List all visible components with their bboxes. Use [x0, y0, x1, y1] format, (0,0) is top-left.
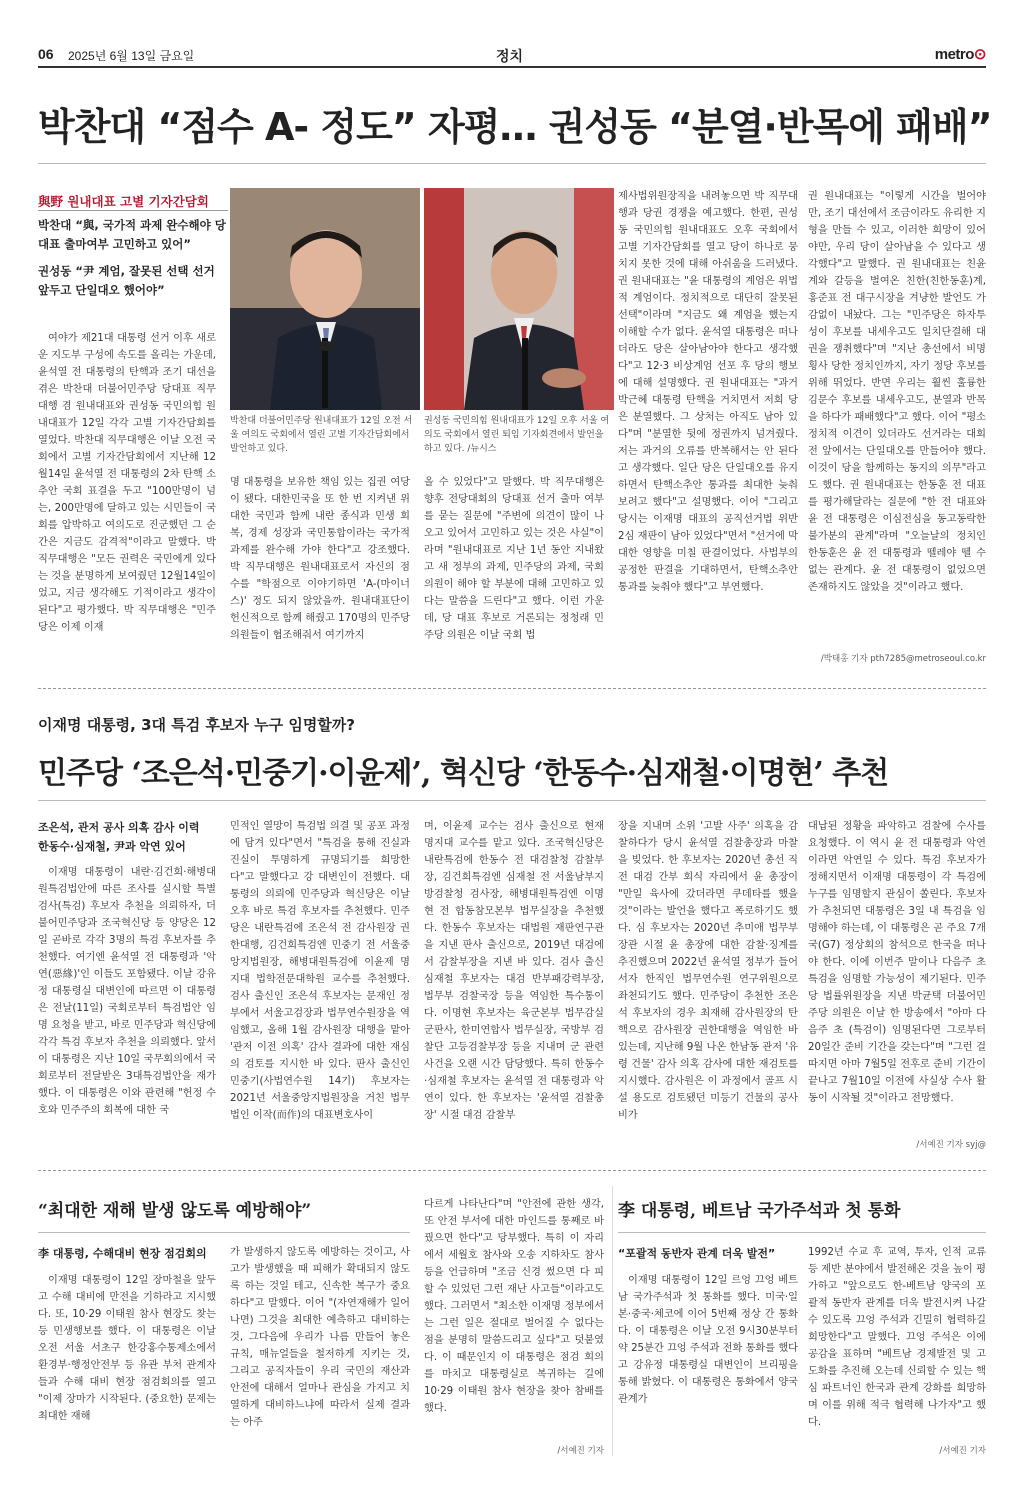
- kicker-underline: [38, 210, 228, 211]
- special-column-2: [230, 818, 410, 1154]
- section-name: 정치: [496, 48, 524, 64]
- page-header: [38, 40, 986, 68]
- special-column-4: [618, 818, 798, 1154]
- lead-column-4: [618, 188, 798, 666]
- disaster-column-1: [38, 1272, 216, 1452]
- special-column-2-text: 민적인 열망이 특검법 의결 및 공포 과정에 담겨 있다"면서 "특검을 통해 진실과 진실이 투명하게 규명되기를 희망한다"고 말했다고 강 대변인이 전했다. 대통령의 의뢰에 민주당과 혁신당은 이날 오후 바로 특검 후보자를 추천했다. 민주당은 내란특검에 조은석 전 감사원장 권한대행, 김건희특검엔 민중기 전 서울중앙지법원장, 해병대원특검에 이윤제 명지대 법학전문대학원 교수를 추천했다. 검사 출신인 조은석 후보자는 문재인 정부에서 서울고검장과 법무연수원장을 역임했고, 올해 1월 감사원장 대행을 맡아 '관저 이전 의혹' 감사 결과에 대한 재심의 검토를 지시한 바 있다. 판사 출신인 민중기(사법연수원 14기) 후보자는 2021년 서울중앙지법원장을 거친 법무법인 이작(而作)의 대표변호사이: [230, 821, 410, 1121]
- page-number: 06: [38, 46, 54, 62]
- vietnam-column-1-text: 이재명 대통령이 12일 르엉 끄엉 베트남 국가주석과 첫 통화를 했다. 미국·일본·중국·체코에 이어 5번째 정상 간 통화다. 이 대통령은 이날 오전 9시30분부터 약 25분간 끄엉 주석과 전화 통화를 했다고 강유정 대통령실 대변인이 브리핑을 통해 밝혔다. 이 대통령은 통화에서 양국 관계가: [618, 1275, 798, 1405]
- lead-column-2-text: 명 대통령을 보유한 책임 있는 집권 여당이 됐다. 대한민국을 또 한 번 지켜낸 위대한 국민과 함께 내란 종식과 민생 회복, 경제 성장과 국민통합이라는 국가적 과제를 완수해 가야 한다"고 강조했다. 박 직무대행은 원내대표로서 자신의 점수를 "학점으로 이야기하면 'A-(마이너스)' 정도 되지 않았을까. 원내대표단이 헌신적으로 함께 해줬고 170명의 민주당 의원들이 협조해줘서 여기까지: [230, 477, 410, 641]
- disaster-subhead: 李 대통령, 수해대비 현장 점검회의: [38, 1247, 207, 1260]
- lead-headline: 박찬대 “점수 A- 정도” 자평… 권성동 “분열·반목에 패배”: [38, 105, 992, 149]
- vietnam-headline-rule: [618, 1232, 986, 1233]
- special-headline-rule: [38, 800, 986, 801]
- lead-kicker: 與野 원내대표 고별 기자간담회: [38, 194, 209, 209]
- lead-column-1: [38, 330, 216, 666]
- disaster-column-1-text: 이재명 대통령이 12일 장마철을 앞두고 수해 대비에 만전을 기하라고 지시했다. 또, 10·29 이태원 참사 현장도 찾는 등 민생행보를 했다. 이 대통령은 이날 오전 서울 서초구 한강홍수통제소에서 환경부·행정안전부 등 유관 부처 관계자들과 수해 대비 현장 점검회의를 열고 "이제 장마가 시작된다. (중요한) 문제는 최대한 재해: [38, 1275, 216, 1422]
- lead-column-1-text: 여야가 제21대 대통령 선거 이후 새로운 지도부 구성에 속도를 올리는 가운데, 윤석열 전 대통령의 탄핵과 조기 대선을 겪은 박찬대 더불어민주당 당대표 직무대행 겸 원내대표와 권성동 국민의힘 원내대표가 12일 각각 고별 기자간담회를 열었다. 박찬대 직무대행은 이날 오전 국회에서 고별 기자간담회에서 지난해 12월14일 윤석열 전 대통령의 2차 탄핵 소추안 국회 표결을 두고 "100만명이 넘는, 200만명에 달하고 있는 시민들이 국회를 압박하고 여의도로 진군했던 그 순간은 지금도 감격적"이라고 말했다. 박 직무대행은 "모든 권력은 국민에게 있다는 것을 분명하게 보여줬던 12월14일이었고, 지금 생각해도 기적이라고 생각이 된다"고 평가했다. 박 직무대행은 "민주당은 이제 이재: [38, 333, 216, 633]
- disaster-column-2: [230, 1244, 410, 1452]
- special-column-1: [38, 864, 216, 1154]
- issue-date: 2025년 6월 13일 금요일: [68, 49, 195, 63]
- photo-park-chan-dae: [230, 188, 420, 410]
- disaster-column-3: [424, 1196, 604, 1444]
- special-subhead-1: 조은석, 관저 공사 의혹 감사 이력: [38, 821, 200, 834]
- special-column-1-text: 이재명 대통령이 내란·김건희·해병대원특검법안에 따른 조사를 실시할 특별검사(특검) 후보자 추천을 의뢰하자, 더불어민주당과 조국혁신당 등 양당은 12일 곧바로 각각 3명의 특검 후보자를 추천했다. 여기엔 윤석열 전 대통령과 '악연(惡緣)'인 이들도 포함됐다. 이날 강유정 대통령실 대변인에 따르면 이 대통령은 전날(11일) 국회로부터 특검법안 임명 요청을 받고, 바로 민주당과 혁신당에 각각 특검 후보자 추천을 의뢰했다. 앞서 이 대통령은 지난 10일 국무회의에서 국회로부터 전달받은 3대특검법안을 재가했다. 이 대통령은 이와 관련해 "헌정 수호와 민주주의 회복에 대한 국: [38, 867, 216, 1116]
- column-divider: [612, 1186, 613, 1456]
- photo-kweon-seong-dong: [424, 188, 614, 410]
- special-column-4-text: 장을 지내며 소위 '고발 사주' 의혹을 감찰하다가 당시 윤석열 검찰총장과 마찰을 빚었다. 한 후보자는 2020년 총선 직전 대검 간부 회식 자리에서 윤 총장이 "만일 육사에 갔더라면 쿠데타를 했을 것"이라는 발언을 했다고 폭로하기도 했다. 심 후보자는 2020년 추미애 법무부장관 시절 윤 총장에 대한 감찰·징계를 추진했으며 2022년 윤석열 정부가 들어서자 한직인 법무연수원 연구위원으로 좌천되기도 했다. 민주당이 추천한 조은석 후보자의 경우 최재해 감사원장의 탄핵으로 감사원장 권한대행을 역임한 바 있는데, 지난해 9월 나온 한남동 관저 '유령 건물' 감사 의혹 감사에 대한 재검토를 지시했다. 감사원은 이 과정에서 골프 시설 용도로 검토됐던 미등기 건물의 공사비가: [618, 821, 798, 1121]
- disaster-headline-rule: [38, 1232, 410, 1233]
- vietnam-column-2: [808, 1244, 986, 1442]
- lead-column-3-text: 올 수 있었다"고 말했다. 박 직무대행은 향후 전당대회의 당대표 선거 출마 여부를 묻는 질문에 "주변에 의견이 많이 나오고 있어서 고민하고 있는 것은 사실"이라며 "원내대표로 지난 1년 동안 지내왔고 새 정부의 과제, 민주당의 과제, 국회의원이 해야 할 부분에 대해 고민하고 있다는 말씀을 드린다"고 했다. 이런 가운데, 당 대표 후보로 거론되는 정청래 민주당 의원은 이날 국회 법: [424, 477, 604, 641]
- disaster-byline: /서예진 기자: [557, 1446, 604, 1456]
- vietnam-byline: /서예진 기자: [939, 1446, 986, 1456]
- special-subhead: [38, 818, 228, 856]
- special-column-5-text: 대납된 정황을 파악하고 검찰에 수사를 요청했다. 이 역시 윤 전 대통령과 악연이라면 악연일 수 있다. 특검 후보자가 정해지면서 이재명 대통령이 각 특검에 누구를 임명할지 관심이 쏠린다. 후보자가 추천되면 대통령은 3일 내 특검을 임명해야 하는데, 이 대통령은 곧 주요 7개국(G7) 정상회의 참석으로 한국을 떠나야 한다. 이에 이번주 말이나 다음주 초 특검을 임명할 가능성이 제기된다. 민주당 법률위원장을 지낸 박균택 더불어민주당 의원은 이날 한 방송에서 "아마 다음주 초 (특검이) 임명된다면 그로부터 20일간 준비 기간을 갖는다"며 "그런 걸 따지면 아마 7월5일 전후로 준비 기간이 끝나고 7월10일 이전에 사실상 수사 활동이 시작될 것"이라고 전망했다.: [808, 821, 986, 1104]
- photo-credit: /뉴시스: [467, 444, 497, 454]
- special-headline: 민주당 ‘조은석·민중기·이윤제’, 혁신당 ‘한동수·심재철·이명현’ 추천: [38, 756, 889, 791]
- logo-text: metro: [934, 46, 974, 63]
- portrait-illustration: [230, 188, 420, 410]
- photo-caption-1: 박찬대 더불어민주당 원내대표가 12일 오전 서울 여의도 국회에서 열린 고별 기자간담회에서 발언하고 있다.: [230, 416, 413, 454]
- lead-column-2: [230, 474, 410, 666]
- section-divider-1: [38, 688, 986, 689]
- lead-deck-2: 권성동 “尹 계엄, 잘못된 선택 선거 앞두고 단일대오 했어야”: [38, 264, 215, 297]
- special-column-5: [808, 818, 986, 1138]
- photo-caption-2-text: 권성동 국민의힘 원내대표가 12일 오후 서울 여의도 국회에서 열린 퇴임 기자회견에서 발언을 하고 있다.: [424, 416, 610, 454]
- lead-deck-1: 박찬대 “與, 국가적 과제 완수해야 당대표 출마여부 고민하고 있어”: [38, 218, 226, 251]
- special-column-3: [424, 818, 604, 1154]
- lead-column-5: [808, 188, 986, 652]
- lead-column-5-text: 권 원내대표는 "이렇게 시간을 벌어야만, 조기 대선에서 조금이라도 유리한 지형을 만들 수 있고, 이러한 희망이 있어야만, 우리 당이 살아남을 수 있다고 생각했다"고 말했다. 권 원내대표는 친윤계와 갈등을 벌여온 친한(친한동훈)계, 홍준표 전 대구시장을 겨냥한 발언도 가감없이 내놨다. 그는 "민주당은 하자투성이 후보를 내세우고도 일치단결해 대권을 쟁취했다"며 "지난 총선에서 비명횡사 당한 정치인까지, 자기 정당 후보를 위해 뛰었다. 반면 우리는 훨씬 훌륭한 김문수 후보를 내세우고도, 분열과 반목을 하다가 패배했다"고 했다. 이어 "평소 정치적 이견이 있더라도 선거라는 대회전 앞에서는 단일대오를 만들어야 했다. 이것이 당을 함께하는 동지의 의무"라고도 했다. 권 원내대표는 한동훈 전 대표를 평가해달라는 질문에 "한 전 대표와 윤 전 대통령은 이심전심을 동고동락한 불가분의 관계"라며 "오늘날의 정치인 한동훈은 윤 전 대통령과 뗄레야 뗄 수 없는 관계다. 윤 전 대통령이 없었으면 존재하지도 않았을 것"이라고 했다.: [808, 191, 986, 593]
- special-kicker: 이재명 대통령, 3대 특검 후보자 누구 임명할까?: [38, 716, 355, 734]
- lead-column-3: [424, 474, 604, 666]
- special-subhead-2: 한동수·심재철, 尹과 악연 있어: [38, 840, 186, 853]
- disaster-column-2-text: 가 발생하지 않도록 예방하는 것이고, 사고가 발생했을 때 피해가 확대되지 않도록 하는 것일 테고, 신속한 복구가 중요하다"고 말했다. 이어 "(자연재해가 일어나면) 그것을 최대한 예측하고 대비하는 것, 그다음에 우리가 나름 만들어 놓은 규칙, 매뉴얼들을 철저하게 지키는 것, 그리고 공직자들이 우리 국민의 재산과 안전에 대해서 얼마나 관심을 가지고 치열하게 대비하느냐에 따라서 실제 결과는 아주: [230, 1247, 410, 1428]
- photo-caption-2: [424, 414, 614, 456]
- logo-mark: ⊙: [973, 46, 986, 63]
- vietnam-column-2-text: 1992년 수교 후 교역, 투자, 인적 교류 등 제반 분야에서 발전해온 것을 높이 평가하고 "앞으로도 한-베트남 양국의 포괄적 동반자 관계를 더욱 발전시켜 나갈 수 있도록 끄엉 주석과 긴밀히 협력하길 희망한다"고 말했다. 끄엉 주석은 이에 공감을 표하며 "베트남 경제발전 및 고도화를 추진해 오는데 신뢰할 수 있는 핵심 파트너인 한국과 관계 강화를 희망하며 이를 위해 적극 협력해 나가자"고 했다.: [808, 1247, 986, 1428]
- vietnam-headline: 李 대통령, 베트남 국가주석과 첫 통화: [618, 1201, 901, 1221]
- section-divider-2: [38, 1170, 986, 1171]
- vietnam-subhead: “포괄적 동반자 관계 더욱 발전”: [618, 1247, 776, 1260]
- lead-column-4-text: 제사법위원장직을 내려놓으면 박 직무대행과 당권 경쟁을 예고했다. 한편, 권성동 국민의힘 원내대표도 오후 국회에서 고별 기자간담회를 열고 당이 하나로 뭉치지 못한 것에 대해 아쉬움을 드러냈다. 권 원내대표는 "윤 대통령의 계엄은 위법적 계엄이다. 정치적으로 대단히 잘못된 선택"이라며 "지금도 왜 계엄을 했는지 이해할 수가 없다. 윤석열 대통령은 떠나더라도 당은 살아남아야 한다고 생각했다"고 12·3 비상계엄 선포 후 당의 행보에 대해 설명했다. 권 원내대표는 "과거 박근혜 대통령 탄핵을 거치면서 저희 당은 분열했다. 그 상처는 아직도 남아 있다"며 "분열한 뒷에 정권까지 넘겨줬다. 저는 과거의 오류를 반복해서는 안 된다고 생각했다. 일단 당은 단일대오를 유지하면서 탄핵소추안 통과를 최대한 늦춰보려고 했다"고 설명했다. 이어 "그리고 당시는 이재명 대표의 공직선거법 위반 2심 재판이 남아 있었다"면서 "선거에 막대한 영향을 미칠 판결이었다. 사법부의 공정한 판결을 기대하면서, 탄핵소추안 통과를 늦춰야 했다"고 부연했다.: [618, 191, 798, 593]
- special-column-3-text: 며, 이윤제 교수는 검사 출신으로 현재 명지대 교수를 맡고 있다. 조국혁신당은 내란특검에 한동수 전 대검찰청 감찰부장, 김건희특검엔 심재철 전 서울남부지방검찰청 검사장, 해병대원특검엔 이명현 전 합동참모본부 법무실장을 추천했다. 한동수 후보자는 대법원 재판연구관을 지낸 판사 출신으로, 2019년 대검에서 감찰부장을 지낸 바 있다. 검사 출신 심재철 후보자는 대검 반부패강력부장, 법무부 검찰국장 등을 역임한 특수통이다. 이명현 후보자는 육군본부 법무감실 군판사, 한미연합사 법무실장, 국방부 검찰단 고등검찰부장 등을 지내며 군 관련 사건을 오랜 시간 담당했다. 특히 한동수·심재철 후보자는 윤석열 전 대통령과 악연이 있다. 한 후보자는 '윤석열 검찰총장' 시절 대검 감찰부: [424, 821, 604, 1121]
- special-byline: /서예진 기자 syj@: [916, 1140, 986, 1150]
- vietnam-column-1: [618, 1272, 798, 1452]
- headline-divider: [38, 163, 986, 164]
- metro-logo: [935, 45, 986, 63]
- disaster-headline: “최대한 재해 발생 않도록 예방해야”: [38, 1201, 312, 1221]
- disaster-column-3-text: 다르게 나타난다"며 "안전에 관한 생각, 또 안전 부서에 대한 마인드를 통째로 바꿨으면 한다"고 당부했다. 특히 이 자리에서 세월호 참사와 오송 지하차도 참사 등을 언급하며 "조금 신경 썼으면 다 피할 수 있었던 그런 재난 사고들"이라고도 했다. 그러면서 "최소한 이재명 정부에서는 그런 일은 절대로 벌어질 수 없다는 점을 분명히 말씀드리고 싶다"고 덧붙였다. 이 때문인지 이 대통령은 점검 회의를 마치고 대통령실로 복귀하는 길에 10·29 이태원 참사 현장을 찾아 참배를 했다.: [424, 1199, 604, 1414]
- portrait-illustration-2: [424, 188, 614, 410]
- lead-byline: /박태홍 기자 pth7285@metroseoul.co.kr: [820, 654, 986, 664]
